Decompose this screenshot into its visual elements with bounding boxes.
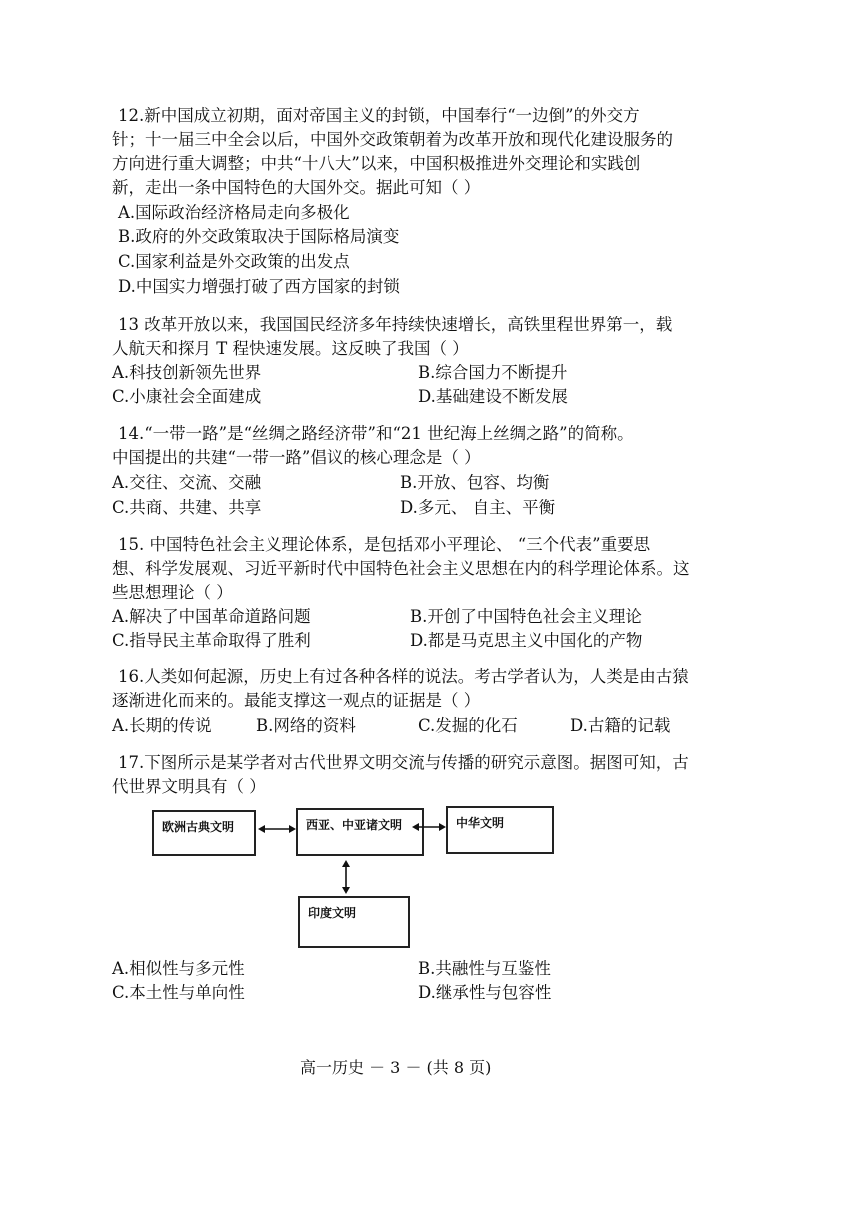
question-text-line: 新，走出一条中国特色的大国外交。据此可知（ ） [112, 178, 481, 197]
westasia-box: 西亚、中亚诸文明 [296, 808, 424, 856]
question-text-line: 方向进行重大调整；中共“十八大”以来，中国积极推进外交理论和实践创 [112, 154, 641, 173]
option-a: A.相似性与多元性 [112, 959, 245, 978]
china-box: 中华文明 [446, 806, 554, 854]
question-text-line: 针；十一届三中全会以后，中国外交政策朝着为改革开放和现代化建设服务的 [112, 130, 673, 149]
option-b: B.综合国力不断提升 [418, 363, 568, 382]
option-d: D.古籍的记载 [570, 716, 671, 735]
option-b: B.开创了中国特色社会主义理论 [410, 607, 642, 626]
option-a: A.解决了中国革命道路问题 [112, 607, 311, 626]
option-c: C.本土性与单向性 [112, 983, 245, 1002]
question-text-line: 16.人类如何起源，历史上有过各种各样的说法。考古学者认为，人类是由古猿 [118, 667, 689, 686]
option-c: C.发掘的化石 [418, 716, 518, 735]
option-d: D.都是马克思主义中国化的产物 [410, 631, 643, 650]
option-c: C.共商、共建、共享 [112, 498, 262, 517]
option-d: D.基础建设不断发展 [418, 387, 568, 406]
question-text-line: 逐渐进化而来的。最能支撑这一观点的证据是（ ） [112, 691, 481, 710]
option-d: D.多元、 自主、平衡 [400, 498, 556, 517]
question-text-line: 15. 中国特色社会主义理论体系，是包括邓小平理论、 “三个代表”重要思 [118, 535, 651, 554]
question-text-line: 13 改革开放以来，我国国民经济多年持续快速增长，高铁里程世界第一，载 [118, 315, 673, 334]
page-footer: 高一历史 － 3 － (共 8 页) [300, 1058, 492, 1077]
double-arrow-icon [412, 820, 446, 834]
option-b: B.开放、包容、均衡 [400, 473, 550, 492]
option-d: D.中国实力增强打破了西方国家的封锁 [118, 277, 400, 296]
question-text-line: 些思想理论（ ） [112, 583, 233, 602]
question-text-line: 人航天和探月 T 程快速发展。这反映了我国（ ） [112, 339, 469, 358]
option-c: C.指导民主革命取得了胜利 [112, 631, 311, 650]
europe-box: 欧洲古典文明 [152, 810, 256, 856]
option-a: A.交往、交流、交融 [112, 473, 262, 492]
question-text-line: 12.新中国成立初期，面对帝国主义的封锁，中国奉行“一边倒”的外交方 [118, 106, 640, 125]
question-text-line: 想、科学发展观、习近平新时代中国特色社会主义思想在内的科学理论体系。这 [112, 559, 690, 578]
double-arrow-icon [258, 822, 296, 836]
question-text-line: 14.“一带一路”是“丝绸之路经济带”和“21 世纪海上丝绸之路”的简称。 [118, 424, 634, 443]
option-b: B.政府的外交政策取决于国际格局演变 [118, 227, 400, 246]
option-b: B.网络的资料 [256, 716, 356, 735]
option-c: C.国家利益是外交政策的出发点 [118, 252, 350, 271]
india-box: 印度文明 [298, 896, 410, 948]
question-text-line: 17.下图所示是某学者对古代世界文明交流与传播的研究示意图。据图可知，古 [118, 753, 689, 772]
vertical-double-arrow-icon [339, 860, 353, 894]
question-text-line: 代世界文明具有（ ） [112, 777, 266, 796]
option-c: C.小康社会全面建成 [112, 387, 262, 406]
option-a: A.科技创新领先世界 [112, 363, 262, 382]
option-a: A.国际政治经济格局走向多极化 [118, 203, 350, 222]
question-text-line: 中国提出的共建“一带一路”倡议的核心理念是（ ） [112, 448, 481, 467]
option-a: A.长期的传说 [112, 716, 212, 735]
option-d: D.继承性与包容性 [418, 983, 552, 1002]
option-b: B.共融性与互鉴性 [418, 959, 551, 978]
